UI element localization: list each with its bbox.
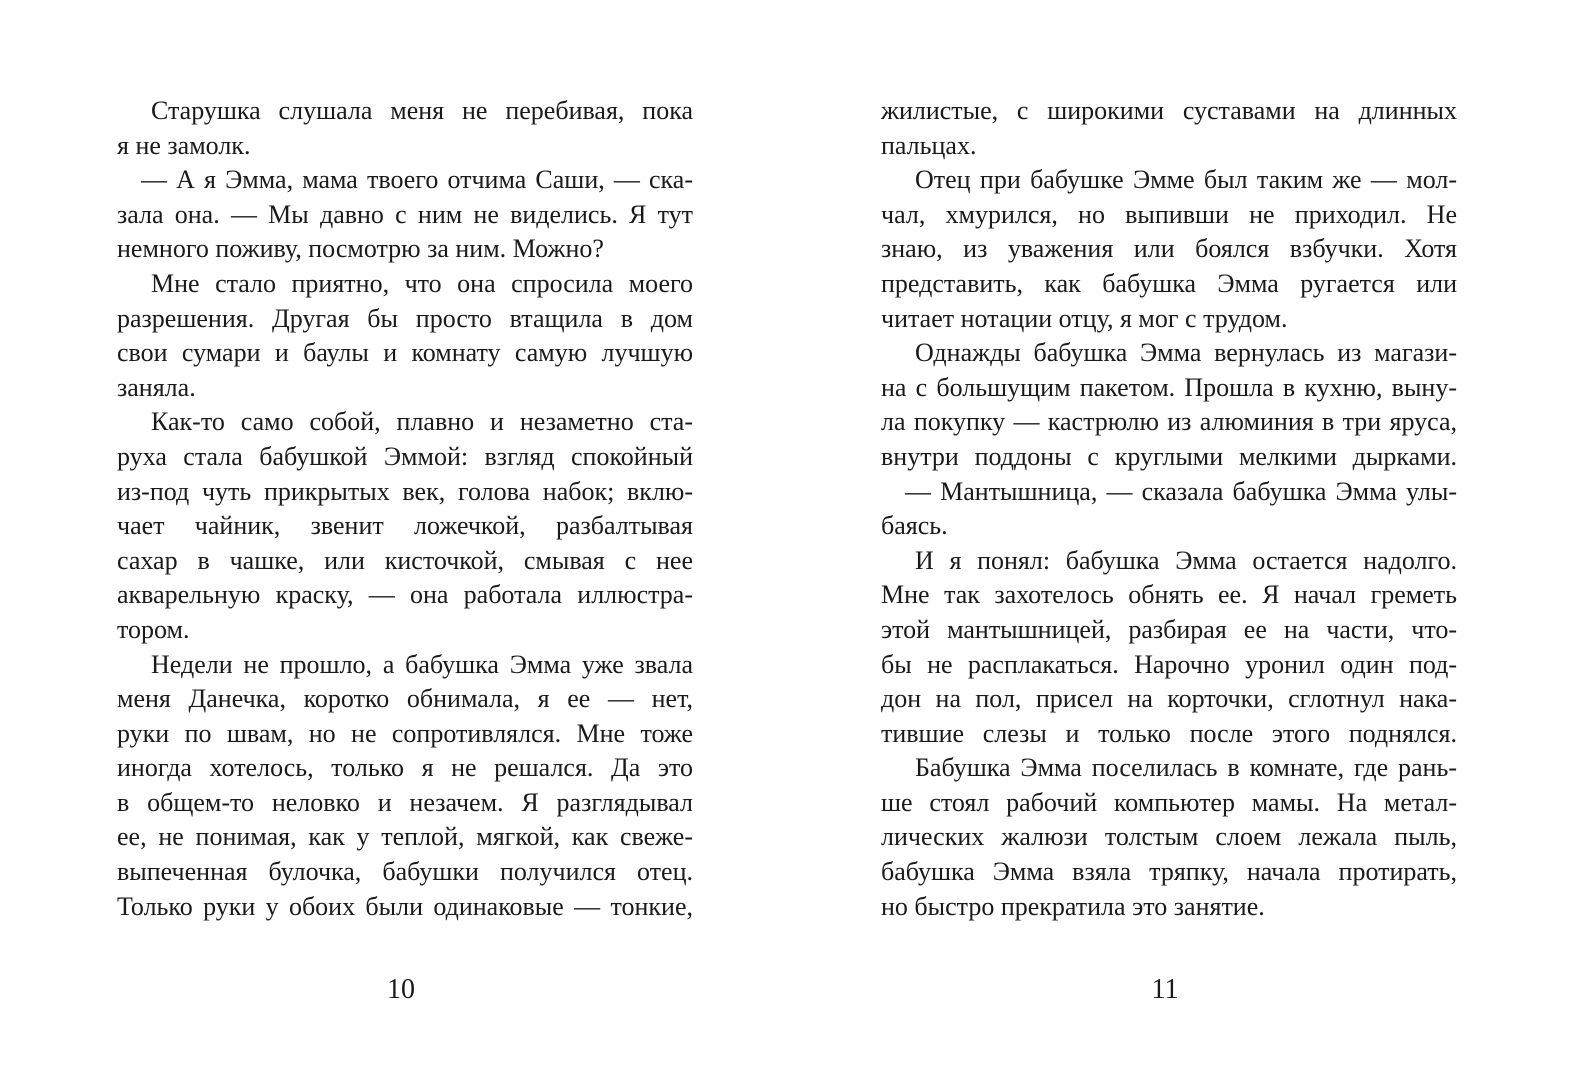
- right-page-number: 11: [1151, 974, 1179, 1005]
- text-line: бабушка Эмма взяла тряпку, начала протирать,: [881, 857, 1457, 887]
- text-line: жилистые, с широкими суставами на длинных: [881, 96, 1457, 125]
- text-line: ее, не понимая, как у теплой, мягкой, как свеже-: [117, 822, 693, 852]
- text-line: свои сумари и баулы и комнату самую лучшую: [117, 338, 693, 368]
- left-page-text: [117, 94, 693, 924]
- text-line: в общем-то неловко и незачем. Я разглядывал: [117, 787, 693, 817]
- text-line: пальцах.: [881, 130, 977, 160]
- text-line: чал, хмурился, но выпивши не приходил. Не: [881, 199, 1457, 229]
- text-line: — А я Эмма, мама твоего отчима Саши, — ска-: [141, 165, 693, 195]
- text-line: руха стала бабушкой Эммой: взгляд спокойный: [117, 441, 693, 471]
- text-line: я не замолк.: [117, 130, 251, 160]
- text-line: из-под чуть прикрытых век, голова набок; вклю-: [117, 476, 693, 506]
- text-line: читает нотации отцу, я мог с трудом.: [881, 303, 1288, 333]
- text-line: этой мантышницей, разбирая ее на части, что-: [881, 614, 1457, 644]
- text-line: Недели не прошло, а бабушка Эмма уже звала: [151, 649, 693, 679]
- text-line: Однажды бабушка Эмма вернулась из магази-: [915, 338, 1457, 368]
- text-line: зала она. — Мы давно с ним не виделись. Я тут: [117, 199, 693, 229]
- text-line: Бабушка Эмма поселилась в комнате, где рань-: [915, 753, 1457, 783]
- text-line: на с большущим пакетом. Прошла в кухню, выну-: [881, 372, 1457, 402]
- text-line: Только руки у обоих были одинаковые — тонкие,: [117, 891, 693, 921]
- text-line: выпеченная булочка, бабушки получился отец.: [117, 857, 693, 887]
- text-line: чает чайник, звенит ложечкой, разбалтывая: [117, 511, 693, 541]
- text-line: Как-то само собой, плавно и незаметно ста-: [151, 407, 693, 437]
- text-line: немного поживу, посмотрю за ним. Можно?: [117, 234, 604, 264]
- text-line: тором.: [117, 614, 190, 644]
- text-line: разрешения. Другая бы просто втащила в дом: [117, 303, 693, 333]
- text-line: Старушка слушала меня не перебивая, пока: [151, 96, 693, 125]
- text-line: тившие слезы и только после этого поднялся.: [881, 718, 1457, 748]
- text-line: ше стоял рабочий компьютер мамы. На метал-: [881, 787, 1457, 817]
- text-line: ла покупку — кастрюлю из алюминия в три яруса,: [881, 407, 1457, 437]
- text-line: бы не расплакаться. Нарочно уронил один под-: [881, 649, 1457, 679]
- left-page-number: 10: [387, 974, 415, 1005]
- text-line: но быстро прекратила это занятие.: [881, 891, 1265, 921]
- text-line: знаю, из уважения или боялся взбучки. Хотя: [881, 234, 1457, 264]
- right-page-text: [881, 94, 1457, 924]
- text-line: акварельную краску, — она работала иллюстра-: [117, 580, 693, 610]
- text-line: Мне стало приятно, что она спросила моего: [151, 268, 693, 298]
- text-line: сахар в чашке, или кисточкой, смывая с нее: [117, 545, 693, 575]
- text-line: меня Данечка, коротко обнимала, я ее — нет,: [117, 684, 693, 714]
- text-line: дон на пол, присел на корточки, сглотнул нака-: [881, 684, 1457, 714]
- text-line: — Мантышница, — сказала бабушка Эмма улы-: [905, 476, 1457, 506]
- text-line: лических жалюзи толстым слоем лежала пыль,: [881, 822, 1457, 852]
- text-line: заняла.: [117, 372, 196, 402]
- text-line: И я понял: бабушка Эмма остается надолго.: [915, 545, 1457, 575]
- text-line: Отец при бабушке Эмме был таким же — мол-: [915, 165, 1457, 195]
- text-line: представить, как бабушка Эмма ругается или: [881, 268, 1457, 298]
- text-line: Мне так захотелось обнять ее. Я начал греметь: [881, 580, 1457, 610]
- text-line: иногда хотелось, только я не решался. Да это: [117, 753, 693, 783]
- text-line: руки по швам, но не сопротивлялся. Мне тоже: [117, 718, 693, 748]
- text-line: внутри поддоны с круглыми мелкими дырками.: [881, 441, 1457, 471]
- text-line: баясь.: [881, 511, 948, 541]
